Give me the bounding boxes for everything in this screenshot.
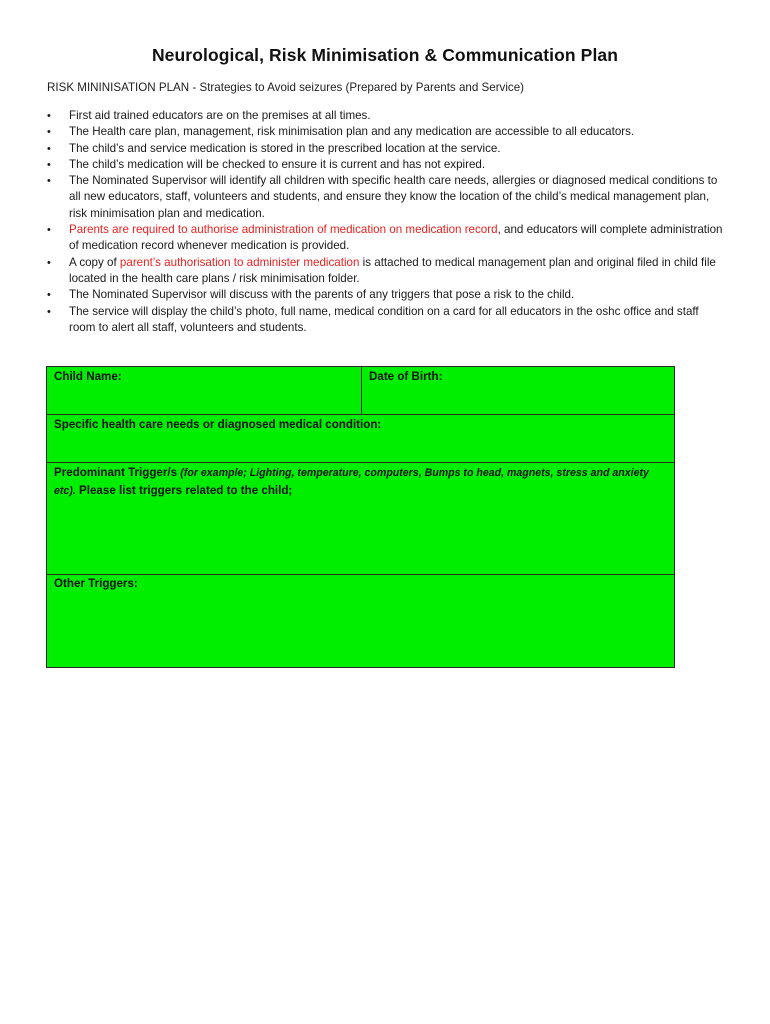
bullet-icon: •: [47, 256, 51, 269]
bullet-icon: •: [47, 305, 51, 318]
health-needs-row: [47, 415, 674, 463]
page-title: Neurological, Risk Minimisation & Communication Plan: [151, 45, 619, 65]
list-item: • Parents are required to authorise administration of medication on medication record, and educators will complete administration of medication record whenever medication is provided.: [47, 223, 723, 253]
parent-authorisation-text: parent’s authorisation to administer medication: [119, 255, 360, 269]
bullet-icon: •: [47, 110, 51, 122]
predominant-trigger-label: Predominant Trigger/s (for example; Lighting, temperature, computers, Bumps to head, magnets, stress and anxiety etc). Please list triggers related to the child;: [54, 466, 649, 497]
list-item: • First aid trained educators are on the premises at all times.: [47, 108, 727, 124]
trigger-instruction-text: Please list triggers related to the child;: [79, 484, 293, 497]
child-details-form: [46, 366, 675, 668]
bullet-icon: •: [47, 158, 51, 171]
plan-subtitle: RISK MININISATION PLAN - Strategies to Avoid seizures (Prepared by Parents and Service): [47, 81, 525, 94]
medication-record-link-text: Parents are required to authorise administration of medication on medication record: [69, 223, 498, 237]
list-item: • The Nominated Supervisor will discuss with the parents of any triggers that pose a risk to the child.: [47, 287, 727, 303]
list-item: • The child’s medication will be checked to ensure it is current and has not expired.: [47, 157, 727, 173]
list-item: • The service will display the child’s photo, full name, medical condition on a card for all educators in the oshc office and staff room to alert all staff, volunteers and students.: [47, 304, 699, 334]
list-item: • A copy of parent’s authorisation to administer medication is attached to medical management plan and original filed in child file located in the health care plans / risk minimisation folder.: [47, 255, 716, 285]
bullet-icon: •: [47, 142, 51, 155]
bullet-icon: •: [47, 175, 51, 188]
column-divider: [361, 367, 362, 414]
list-item: • The Nominated Supervisor will identify all children with specific health care needs, allergies or diagnosed medical conditions to all new educators, staff, volunteers and students, and ensure they know the location of the child’s medical management plan, risk minimisation plan and medication.: [47, 174, 718, 220]
trigger-example-text: (for example; Lighting, temperature, computers, Bumps to head, magnets, stress and anxiety etc).: [54, 467, 649, 497]
list-item: • The child’s and service medication is stored in the prescribed location at the service.: [47, 141, 727, 157]
list-item: • The Health care plan, management, risk minimisation plan and any medication are accessible to all educators.: [47, 124, 727, 140]
health-needs-label: Specific health care needs or diagnosed medical condition:: [54, 418, 382, 431]
strategy-list: [47, 108, 727, 336]
bullet-icon: •: [47, 126, 51, 139]
bullet-icon: •: [47, 289, 51, 302]
other-triggers-row: [47, 575, 674, 667]
other-triggers-label: Other Triggers:: [54, 577, 138, 590]
bullet-icon: •: [47, 224, 51, 237]
child-info-row: [47, 367, 674, 415]
child-name-label: Child Name:: [54, 370, 122, 383]
date-of-birth-label: Date of Birth:: [369, 370, 443, 383]
